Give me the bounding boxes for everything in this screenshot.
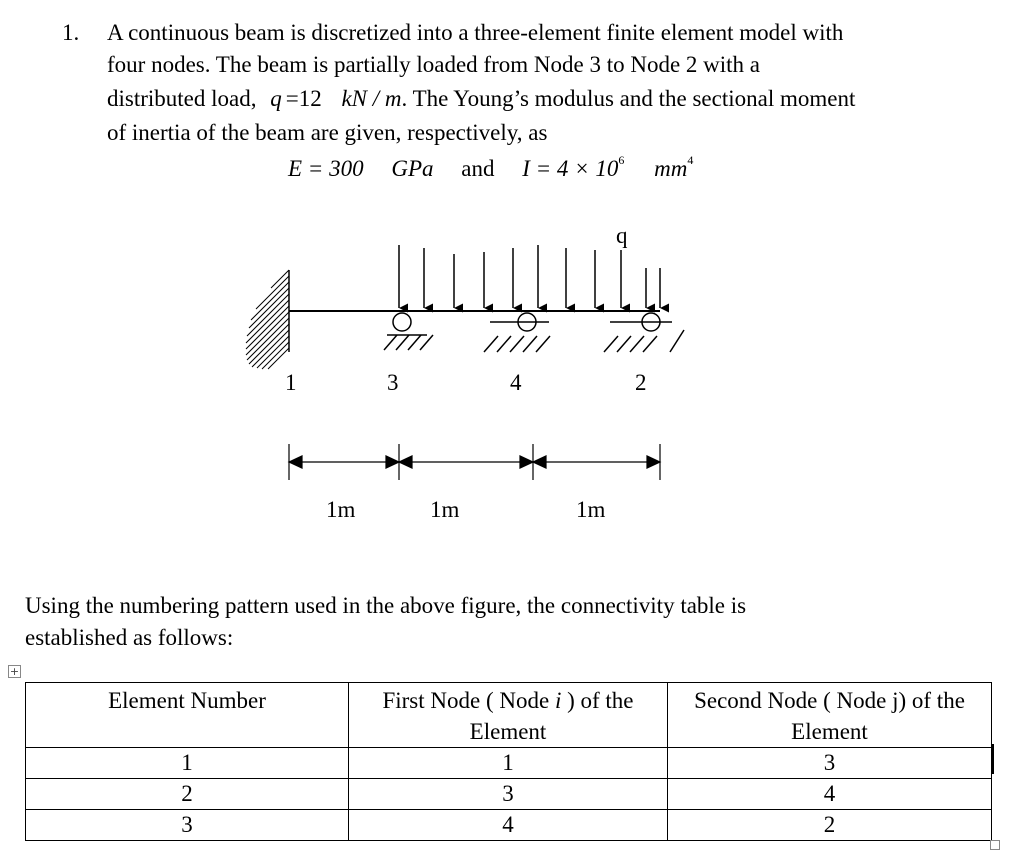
fixed-support	[246, 270, 289, 369]
table-header-row	[26, 683, 992, 748]
node-label-4: 4	[510, 370, 522, 395]
distributed-load	[399, 245, 660, 308]
roller-support-node-2	[604, 313, 684, 352]
and-word: and	[461, 156, 495, 181]
node-label-2: 2	[635, 370, 647, 395]
problem-number: 1.	[62, 20, 80, 45]
table-row	[26, 779, 992, 810]
load-label: q	[616, 223, 628, 248]
E-value: E = 300	[288, 156, 364, 181]
table-cell[interactable]: 3	[349, 779, 668, 810]
table-row	[26, 748, 992, 779]
I-unit-exponent: 4	[687, 153, 694, 167]
table-cell[interactable]: 3	[26, 810, 349, 841]
table-move-handle[interactable]: +	[9, 665, 20, 678]
problem-line-4: of inertia of the beam are given, respectively, as	[107, 120, 548, 145]
text-cursor	[992, 744, 994, 774]
table-cell[interactable]: 4	[668, 779, 992, 810]
table-cell[interactable]: 2	[26, 779, 349, 810]
pin-support-node-3	[384, 313, 433, 350]
E-unit: GPa	[391, 156, 434, 181]
table-row	[26, 810, 992, 841]
q-equals: =12	[285, 86, 322, 111]
table-cell[interactable]: 2	[668, 810, 992, 841]
table-cell[interactable]: 4	[349, 810, 668, 841]
dimension-lines	[289, 444, 660, 480]
table-cell[interactable]: 3	[668, 748, 992, 779]
line3-suffix: . The Young’s modulus and the sectional moment	[401, 86, 856, 111]
node-label-3: 3	[387, 370, 399, 395]
node-label-1: 1	[285, 370, 297, 395]
span-label-3: 1m	[576, 497, 606, 522]
table-cell[interactable]: 1	[349, 748, 668, 779]
intro-line-2: established as follows:	[25, 625, 234, 650]
I-value: I = 4 × 10	[522, 156, 619, 181]
connectivity-table	[25, 682, 992, 841]
header-second-node[interactable]: Second Node ( Node j) of the Element	[668, 683, 992, 748]
span-label-1: 1m	[326, 497, 356, 522]
problem-line-2: four nodes. The beam is partially loaded from Node 3 to Node 2 with a	[107, 52, 760, 77]
q-symbol: q	[270, 86, 282, 111]
node-i-symbol: i	[554, 688, 562, 713]
line3-prefix: distributed load,	[107, 86, 257, 111]
table-resize-handle[interactable]	[990, 840, 1000, 850]
header-element-number[interactable]: Element Number	[26, 683, 349, 748]
roller-support-node-4	[484, 313, 550, 352]
problem-line-1: A continuous beam is discretized into a three-element finite element model with	[107, 20, 844, 45]
intro-line-1: Using the numbering pattern used in the above figure, the connectivity table is	[25, 593, 747, 618]
span-label-2: 1m	[430, 497, 460, 522]
table-cell[interactable]: 1	[26, 748, 349, 779]
I-unit: mm	[654, 156, 688, 181]
header-first-node[interactable]: First Node ( Node i ) of the Element	[349, 683, 668, 748]
I-exponent: 6	[618, 153, 625, 167]
q-unit: kN / m	[341, 86, 402, 111]
